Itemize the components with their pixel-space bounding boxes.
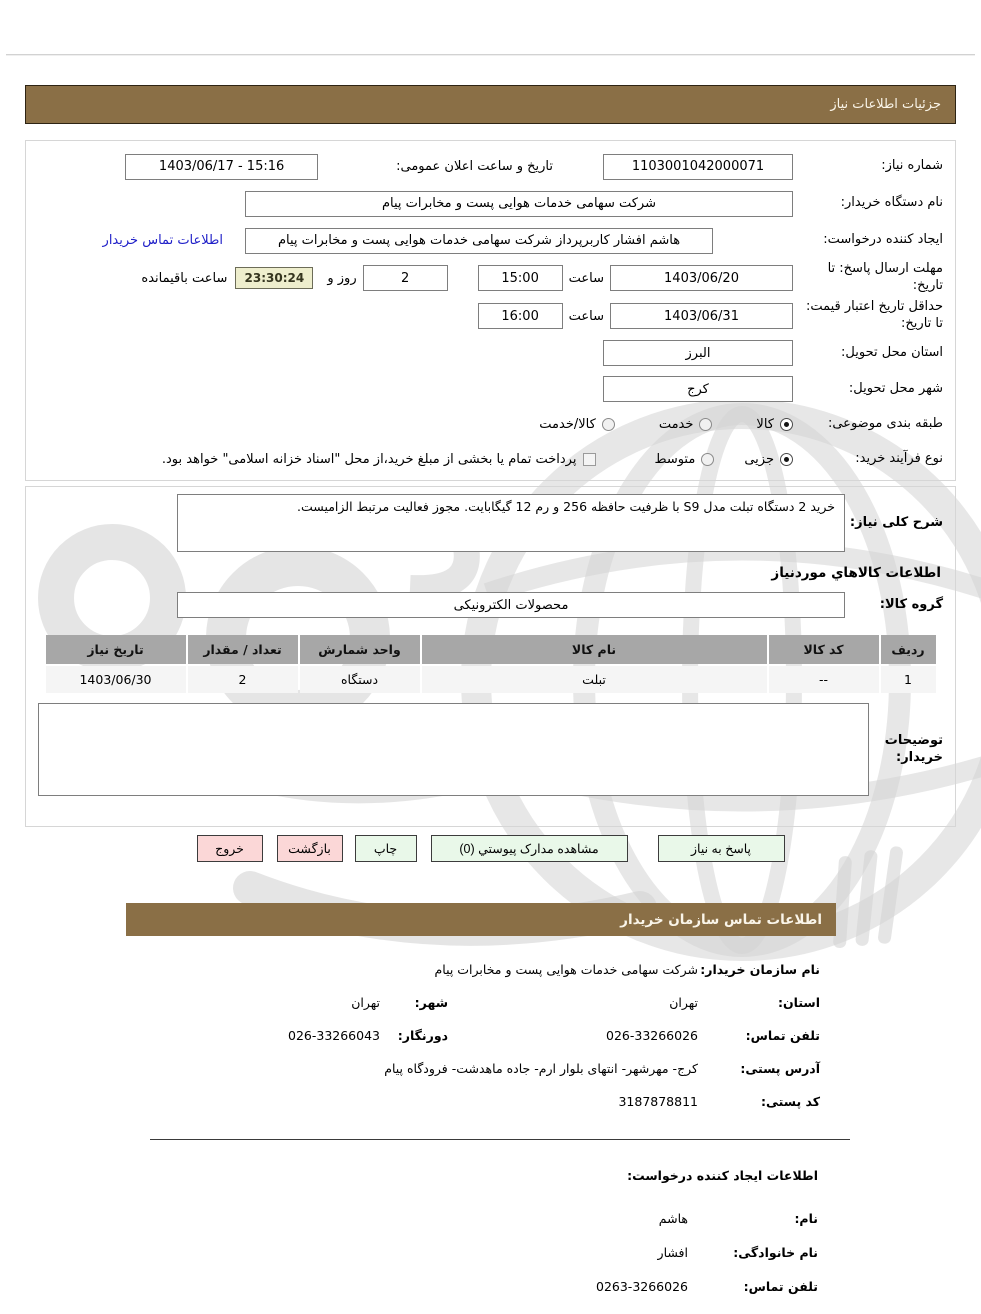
reply-deadline-date-input[interactable]: [610, 265, 793, 291]
goods-table: [46, 635, 936, 693]
cell-unit: دستگاه: [300, 666, 420, 693]
exit-button[interactable]: خروج: [197, 835, 263, 862]
row-org-name: [120, 962, 820, 995]
radio-label-goods: کالا: [756, 417, 774, 432]
buyer-notes-label: توضیحات خریدار:: [884, 732, 943, 765]
row-creator-last-name: [258, 1235, 818, 1269]
org-city-value: تهران: [351, 995, 380, 1010]
row-org-address: [120, 1061, 820, 1094]
announce-datetime-input[interactable]: [125, 154, 318, 180]
day-and-label: روز و: [327, 270, 357, 286]
row-need-description: [38, 494, 943, 552]
row-delivery-province: [38, 335, 943, 371]
request-creator-label: ایجاد کننده درخواست:: [823, 232, 943, 248]
org-province-label: استان:: [777, 995, 820, 1010]
radio-selected-icon: [780, 418, 793, 431]
buyer-org-label: نام دستگاه خریدار:: [840, 195, 943, 211]
org-fax-value: 026-33266043: [288, 1028, 380, 1043]
radio-option-medium[interactable]: [654, 452, 714, 467]
creator-info-heading: اطلاعات ایجاد کننده درخواست:: [627, 1168, 818, 1183]
price-validity-time-input[interactable]: [478, 303, 563, 329]
row-need-number: [38, 148, 943, 185]
cell-item-code: --: [769, 666, 879, 693]
price-validity-date-input[interactable]: [610, 303, 793, 329]
row-goods-group: [38, 590, 943, 620]
org-name-value: شرکت سهامی خدمات هوایی پست و مخابرات پیام: [434, 962, 698, 977]
cell-item-name: تبلت: [422, 666, 767, 693]
delivery-city-label: شهر محل تحویل:: [848, 380, 943, 396]
col-item-code: کد کالا: [769, 635, 879, 664]
row-buyer-org: [38, 185, 943, 222]
radio-icon: [701, 453, 714, 466]
creator-phone-label: تلفن تماس:: [743, 1278, 818, 1294]
radio-option-goods[interactable]: [756, 417, 793, 432]
creator-first-name-value: هاشم: [658, 1210, 688, 1226]
col-unit: واحد شمارش: [300, 635, 420, 664]
view-attachments-button[interactable]: مشاهده مدارک پیوستي (0): [431, 835, 628, 862]
row-org-phone-fax: [120, 1028, 820, 1061]
request-creator-input[interactable]: [245, 228, 713, 254]
radio-option-partial[interactable]: [744, 452, 793, 467]
price-hour-label: ساعت: [568, 308, 604, 324]
row-org-postal-code: [120, 1094, 820, 1127]
remaining-hours-label: ساعت باقیمانده: [141, 270, 228, 286]
need-number-input[interactable]: [603, 154, 793, 180]
buyer-notes-textarea[interactable]: [38, 703, 869, 796]
checkbox-icon: [583, 453, 596, 466]
col-row-no: ردیف: [881, 635, 936, 664]
section-bar-need-details: [25, 85, 956, 124]
row-reply-deadline: [38, 259, 943, 297]
need-description-textarea[interactable]: [177, 494, 845, 552]
org-postal-value: 3187878811: [618, 1094, 698, 1109]
purchase-process-label: نوع فرآیند خرید:: [855, 451, 943, 467]
org-phone-value: 026-33266026: [606, 1028, 698, 1043]
section-divider: [150, 1139, 850, 1140]
action-buttons: [0, 835, 981, 862]
radio-label-partial: جزیی: [744, 452, 774, 467]
delivery-city-input[interactable]: [603, 376, 793, 402]
treasury-checkbox-option[interactable]: [162, 452, 597, 467]
row-buyer-notes: [38, 703, 943, 796]
request-creator-section: [258, 1168, 818, 1303]
radio-label-medium: متوسط: [654, 452, 696, 467]
creator-last-name-label: نام خانوادگی:: [733, 1244, 818, 1260]
creator-phone-value: 0263-3266026: [596, 1278, 688, 1294]
org-contact-title: اطلاعات تماس سازمان خریدار: [620, 911, 822, 928]
col-quantity: تعداد / مقدار: [188, 635, 298, 664]
org-name-label: نام سازمان خریدار:: [700, 962, 820, 977]
col-need-date: تاریخ نیاز: [46, 635, 186, 664]
need-description-label: شرح کلی نیاز:: [849, 514, 943, 530]
org-postal-label: کد پستی:: [760, 1094, 820, 1109]
goods-panel: [25, 486, 956, 827]
goods-group-label: گروه کالا:: [879, 596, 943, 612]
cell-quantity: 2: [188, 666, 298, 693]
need-info-panel: [25, 140, 956, 481]
buyer-contact-link[interactable]: اطلاعات تماس خریدار: [102, 233, 223, 248]
cell-need-date: 1403/06/30: [46, 666, 186, 693]
radio-icon: [699, 418, 712, 431]
delivery-province-label: استان محل تحویل:: [841, 344, 943, 360]
goods-info-heading: اطلاعات کالاهاي موردنیاز: [771, 565, 941, 581]
need-details-title: جزئیات اطلاعات نیاز: [830, 97, 941, 112]
print-button[interactable]: چاپ: [355, 835, 417, 862]
radio-icon: [602, 418, 615, 431]
section-bar-org-contact: [126, 903, 836, 936]
org-contact-section: [120, 962, 820, 1127]
remaining-days-input[interactable]: [363, 265, 448, 291]
radio-option-goods-service[interactable]: [539, 417, 615, 432]
row-creator-phone: [258, 1269, 818, 1303]
back-button[interactable]: بازگشت: [277, 835, 343, 862]
row-creator-first-name: [258, 1201, 818, 1235]
goods-group-input[interactable]: [177, 592, 845, 618]
goods-table-row: [46, 666, 936, 693]
radio-label-service: خدمت: [658, 417, 694, 432]
price-validity-label: حداقل تاریخ اعتبار قیمت: تا تاریخ:: [805, 299, 943, 331]
reply-deadline-time-input[interactable]: [478, 265, 563, 291]
radio-selected-icon: [780, 453, 793, 466]
row-request-creator: [38, 222, 943, 259]
row-purchase-process: [38, 442, 943, 477]
org-address-label: آدرس پستی:: [740, 1061, 820, 1076]
org-address-value: کرج- مهرشهر- انتهای بلوار ارم- جاده ماهدشت- فرودگاه پیام: [384, 1061, 698, 1076]
announce-datetime-label: تاریخ و ساعت اعلان عمومی:: [396, 159, 553, 174]
org-city-label: شهر:: [414, 995, 448, 1010]
reply-deadline-label: مهلت ارسال پاسخ: تا تاریخ:: [827, 261, 943, 293]
row-subject-category: [38, 407, 943, 442]
cell-row-no: 1: [881, 666, 936, 693]
buyer-org-input[interactable]: [245, 191, 793, 217]
creator-first-name-label: نام:: [794, 1210, 818, 1226]
radio-option-service[interactable]: [659, 417, 713, 432]
row-org-province-city: [120, 995, 820, 1028]
org-province-value: تهران: [669, 995, 698, 1010]
subject-category-label: طبقه بندی موضوعی:: [827, 416, 943, 432]
col-item-name: نام کالا: [422, 635, 767, 664]
creator-last-name-value: افشار: [657, 1244, 688, 1260]
reply-hour-label: ساعت: [568, 270, 604, 286]
row-price-validity: [38, 297, 943, 335]
top-separator: [6, 54, 975, 56]
org-phone-label: تلفن تماس:: [745, 1028, 820, 1043]
treasury-note-label: پرداخت تمام یا بخشی از مبلغ خرید،از محل "اسناد خزانه اسلامی" خواهد بود.: [161, 452, 577, 467]
row-delivery-city: [38, 371, 943, 407]
countdown-timer: 23:30:24: [235, 267, 313, 289]
delivery-province-input[interactable]: [603, 340, 793, 366]
goods-table-header: [46, 635, 936, 664]
need-number-label: شماره نیاز:: [881, 158, 943, 174]
org-fax-label: دورنگار:: [397, 1028, 448, 1043]
radio-label-goods-service: کالا/خدمت: [539, 417, 596, 432]
reply-to-need-button[interactable]: پاسخ به نیاز: [658, 835, 785, 862]
